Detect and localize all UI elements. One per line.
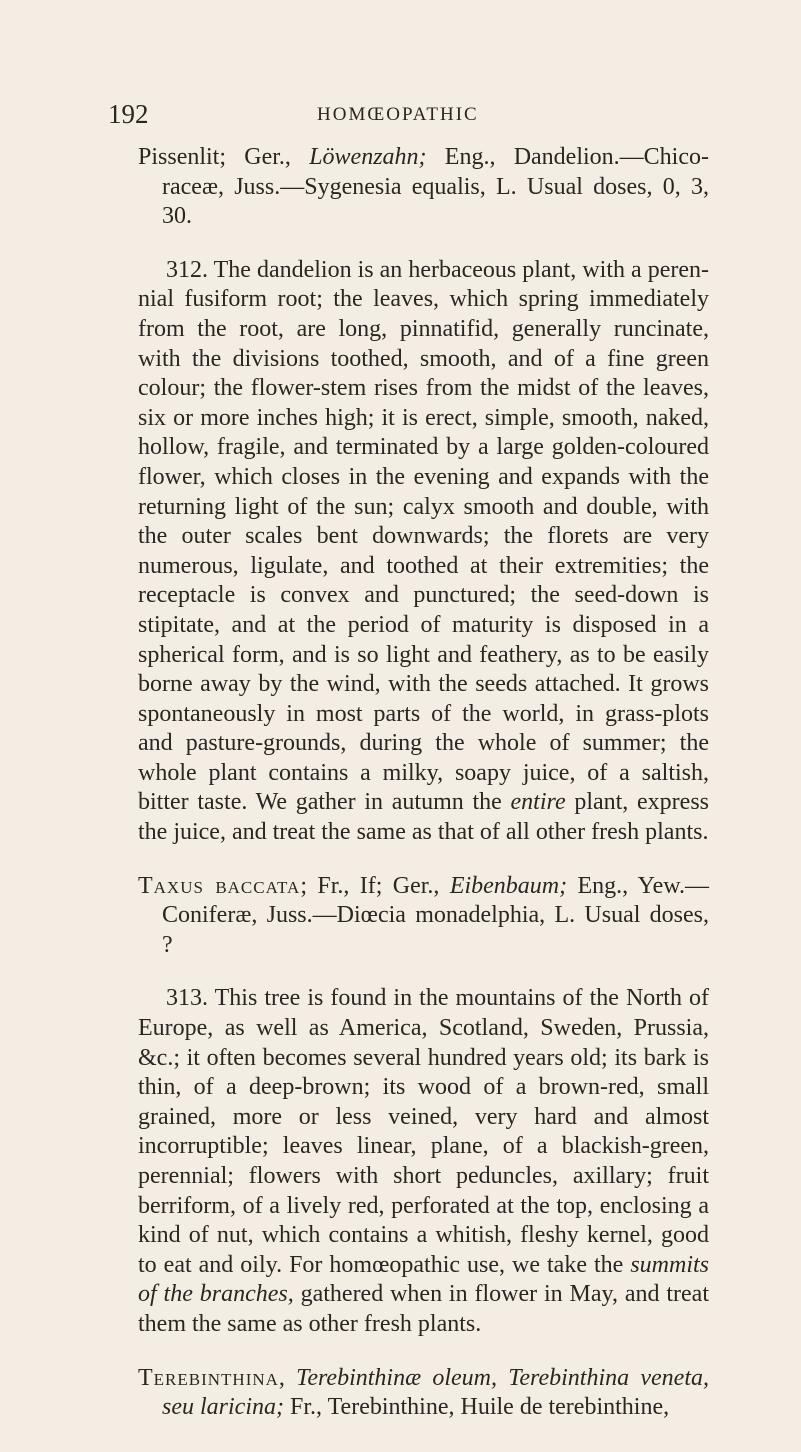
paragraph-gap: [138, 848, 709, 872]
page-header: [108, 99, 708, 135]
paragraph-gap: [138, 232, 709, 256]
paragraph-gap: [138, 1340, 709, 1364]
terebinthina-heading: Terebinthina, Terebinthinæ oleum, Terebinthina veneta, seu laricina; Fr., Terebinthine, Huile de terebinthine,: [138, 1364, 709, 1421]
paragraph-312: 312. The dandelion is an herbaceous plant, with a perennial fusiform root; the leaves, which spring immediately from the root, are long, pinnatifid, generally runcinate, with the divisions toothed, smooth, and of a fine green colour; the flower-stem rises from the midst of the leaves, six or more inches high; it is erect, simple, smooth, naked, hollow, fragile, and terminated by a large golden-coloured flower, which closes in the evening and expands with the returning light of the sun; calyx smooth and double, with the outer scales bent downwards; the florets are very numerous, ligulate, and toothed at their extremities; the receptacle is convex and punctured; the seed-down is stipitate, and at the period of maturity is disposed in a spherical form, and is so light and feathery, as to be easily borne away by the wind, with the seeds attached. It grows spontaneously in most parts of the world, in grass-plots and pasture-grounds, during the whole of summer; the whole plant contains a milky, soapy juice, of a saltish, bitter taste. We gather in autumn the entire plant, express the juice, and treat the same as that of all other fresh plants.: [138, 256, 709, 846]
running-head: HOMŒOPATHIC: [317, 104, 479, 125]
page-number: 192: [108, 99, 149, 129]
paragraph-313: 313. This tree is found in the mountains of the North of Europe, as well as America, Scotland, Sweden, Prussia, &c.; it often becomes several hundred years old; its bark is thin, of a deep-brown; its wood of a brown-red, small grained, more or less veined, very hard and almost incorruptible; leaves linear, plane, of a blackish-green, perennial; flowers with short peduncles, axillary; fruit berriform, of a lively red, perforated at the top, enclosing a kind of nut, which contains a whitish, fleshy kernel, good to eat and oily. For homœopathic use, we take the summits of the branches, gathered when in flower in May, and treat them the same as other fresh plants.: [138, 985, 709, 1337]
paragraph-gap: [138, 960, 709, 984]
dandelion-synonyms: Pissenlit; Ger., Löwenzahn; Eng., Dandelion.—Chicoraceæ, Juss.—Sygenesia equalis, L. Usual doses, 0, 3, 30.: [138, 144, 709, 230]
text-block: [138, 143, 709, 1423]
taxus-baccata-heading: Taxus baccata; Fr., If; Ger., Eibenbaum; Eng., Yew.— Coniferæ, Juss.—Diœcia monadelphia, L. Usual doses, ?: [138, 872, 709, 958]
